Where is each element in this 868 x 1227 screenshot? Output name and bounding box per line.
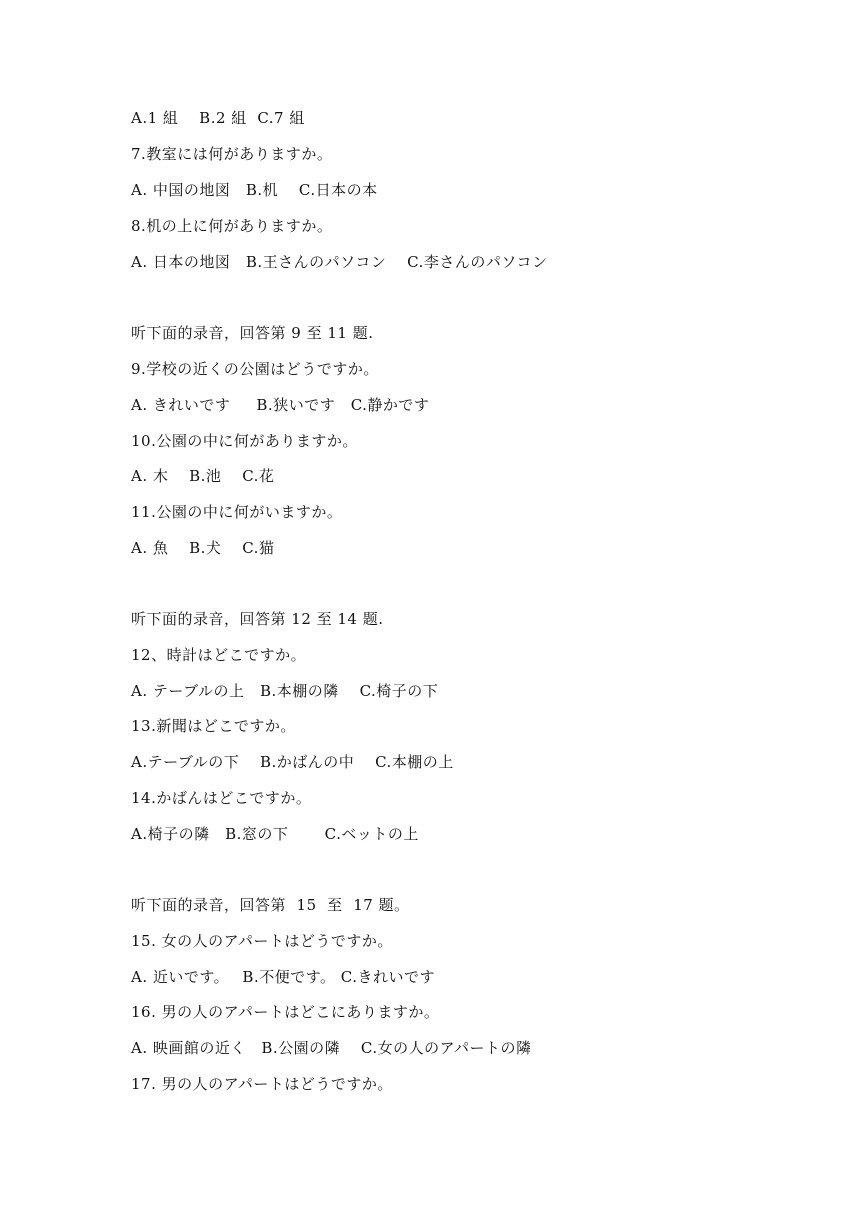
answer-options-14: A.椅子の隣 B.窓の下 C.ベットの上 <box>131 825 419 843</box>
question-13: 13.新聞はどこですか。 <box>131 717 296 735</box>
question-10: 10.公園の中に何がありますか。 <box>131 432 358 450</box>
question-15: 15. 女の人のアパートはどうですか。 <box>131 932 393 950</box>
answer-options-16: A. 映画館の近く B.公園の隣 C.女の人のアパートの隣 <box>131 1039 532 1057</box>
section-instruction-9-11: 听下面的录音，回答第 9 至 11 题. <box>131 324 374 342</box>
section-instruction-12-14: 听下面的录音，回答第 12 至 14 题. <box>131 610 384 628</box>
question-8: 8.机の上に何がありますか。 <box>131 217 333 235</box>
question-17: 17. 男の人のアパートはどうですか。 <box>131 1075 393 1093</box>
answer-options-10: A. 木 B.池 C.花 <box>131 467 275 485</box>
answer-options-15: A. 近いです。 B.不便です。 C.きれいです <box>131 968 436 986</box>
answer-options-7: A. 中国の地図 B.机 C.日本の本 <box>131 181 378 199</box>
question-14: 14.かばんはどこですか。 <box>131 789 312 807</box>
question-11: 11.公園の中に何がいますか。 <box>131 503 343 521</box>
question-12: 12、時計はどこですか。 <box>131 646 307 664</box>
answer-options-13: A.テーブルの下 B.かばんの中 C.本棚の上 <box>131 753 454 771</box>
answer-options-11: A. 魚 B.犬 C.猫 <box>131 539 275 557</box>
answer-options-6: A.1 組 B.2 組 C.7 組 <box>131 109 305 127</box>
answer-options-8: A. 日本の地図 B.王さんのパソコン C.李さんのパソコン <box>131 253 548 271</box>
question-7: 7.教室には何がありますか。 <box>131 145 333 163</box>
answer-options-12: A. テーブルの上 B.本棚の隣 C.椅子の下 <box>131 682 439 700</box>
answer-options-9: A. きれいです B.狭いです C.静かです <box>131 396 430 414</box>
section-instruction-15-17: 听下面的录音，回答第 15 至 17 题。 <box>131 896 410 914</box>
question-16: 16. 男の人のアパートはどこにありますか。 <box>131 1003 440 1021</box>
question-9: 9.学校の近くの公園はどうですか。 <box>131 360 379 378</box>
